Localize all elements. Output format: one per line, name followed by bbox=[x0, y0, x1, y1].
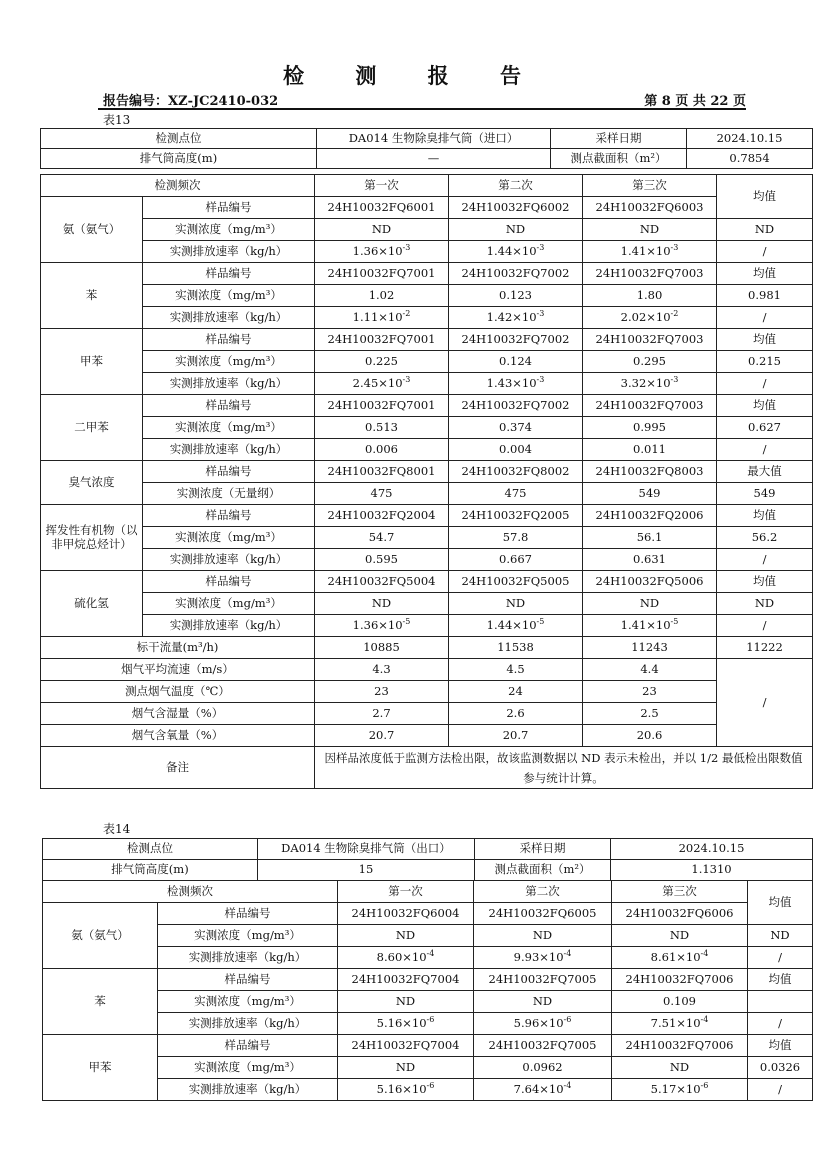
rate-value bbox=[583, 307, 717, 329]
avg-label: 均值 bbox=[717, 571, 813, 593]
param-value: 2.6 bbox=[449, 703, 583, 725]
conc-value: 549 bbox=[717, 483, 813, 505]
rate-value bbox=[315, 241, 449, 263]
area-value: 0.7854 bbox=[687, 149, 813, 169]
conc-value: ND bbox=[338, 925, 474, 947]
param-label: 样品编号 bbox=[143, 395, 315, 417]
table-row bbox=[41, 241, 813, 263]
conc-value: ND bbox=[315, 593, 449, 615]
rate-mantissa: 5.16×10 bbox=[376, 1081, 427, 1096]
rate-mantissa: 3.32×10 bbox=[620, 375, 671, 390]
rate-value bbox=[449, 241, 583, 263]
conc-value: 56.1 bbox=[583, 527, 717, 549]
sample-id: 24H10032FQ6001 bbox=[315, 197, 449, 219]
conc-value: 1.02 bbox=[315, 285, 449, 307]
param-label: 实测浓度（mg/m³） bbox=[143, 527, 315, 549]
rate-value: 0.006 bbox=[315, 439, 449, 461]
table-row bbox=[41, 129, 813, 149]
param-label: 实测浓度（mg/m³） bbox=[158, 925, 338, 947]
sample-id: 24H10032FQ7003 bbox=[583, 263, 717, 285]
table-row bbox=[43, 1057, 813, 1079]
conc-value: ND bbox=[612, 925, 748, 947]
table-row bbox=[41, 461, 813, 483]
rate-value: 0.667 bbox=[449, 549, 583, 571]
rate-value bbox=[612, 947, 748, 969]
col-avg: 均值 bbox=[748, 881, 813, 925]
param-label: 样品编号 bbox=[158, 969, 338, 991]
rate-value bbox=[474, 947, 612, 969]
sample-id: 24H10032FQ2006 bbox=[583, 505, 717, 527]
rate-value bbox=[315, 307, 449, 329]
rate-mantissa: 1.42×10 bbox=[486, 309, 537, 324]
conc-value: 475 bbox=[449, 483, 583, 505]
conc-value: ND bbox=[338, 991, 474, 1013]
cell-value: 15 bbox=[258, 860, 475, 881]
param-label: 实测浓度（mg/m³） bbox=[143, 219, 315, 241]
conc-value: ND bbox=[612, 1057, 748, 1079]
freq-label: 检测频次 bbox=[41, 175, 315, 197]
date-value: 2024.10.15 bbox=[687, 129, 813, 149]
table-row bbox=[41, 219, 813, 241]
avg-label: 均值 bbox=[717, 329, 813, 351]
header-rule bbox=[98, 108, 746, 110]
param-label: 实测浓度（mg/m³） bbox=[143, 351, 315, 373]
avg-label: 最大值 bbox=[717, 461, 813, 483]
sample-id: 24H10032FQ7001 bbox=[315, 263, 449, 285]
rate-value bbox=[338, 947, 474, 969]
conc-value: ND bbox=[717, 219, 813, 241]
cell-value: 2024.10.15 bbox=[611, 839, 813, 860]
sample-id: 24H10032FQ7005 bbox=[474, 969, 612, 991]
conc-value: ND bbox=[474, 925, 612, 947]
sample-id: 24H10032FQ6006 bbox=[612, 903, 748, 925]
rate-mantissa: 2.02×10 bbox=[620, 309, 671, 324]
rate-exponent: -2 bbox=[402, 309, 411, 319]
cell-value: DA014 生物除臭排气筒（出口） bbox=[258, 839, 475, 860]
param-label: 测点烟气温度（℃） bbox=[41, 681, 315, 703]
t14-body bbox=[42, 880, 813, 1101]
conc-value: 549 bbox=[583, 483, 717, 505]
table-row bbox=[41, 571, 813, 593]
rate-value bbox=[449, 373, 583, 395]
param-label: 烟气平均流速（m/s） bbox=[41, 659, 315, 681]
conc-value: ND bbox=[474, 991, 612, 1013]
rate-value: / bbox=[717, 439, 813, 461]
rate-value bbox=[338, 1079, 474, 1101]
flow-value: 10885 bbox=[315, 637, 449, 659]
rate-mantissa: 2.45×10 bbox=[352, 375, 403, 390]
col-2: 第二次 bbox=[449, 175, 583, 197]
rate-mantissa: 1.41×10 bbox=[620, 617, 671, 632]
rate-value: 0.595 bbox=[315, 549, 449, 571]
col-1: 第一次 bbox=[338, 881, 474, 903]
report-title: 检 测 报 告 bbox=[283, 63, 543, 88]
rate-mantissa: 7.51×10 bbox=[650, 1015, 701, 1030]
param-value: 4.3 bbox=[315, 659, 449, 681]
rate-exponent: -4 bbox=[563, 949, 572, 959]
group-name: 甲苯 bbox=[43, 1035, 158, 1101]
param-label: 实测排放速率（kg/h） bbox=[143, 241, 315, 263]
flow-value: 11222 bbox=[717, 637, 813, 659]
table-row bbox=[41, 395, 813, 417]
rate-value bbox=[612, 1079, 748, 1101]
col-1: 第一次 bbox=[315, 175, 449, 197]
param-value: 20.7 bbox=[315, 725, 449, 747]
avg-label: 均值 bbox=[748, 1035, 813, 1057]
sample-id: 24H10032FQ6004 bbox=[338, 903, 474, 925]
point-label: 检测点位 bbox=[41, 129, 317, 149]
rate-avg: / bbox=[748, 1013, 813, 1035]
rate-avg: / bbox=[748, 1079, 813, 1101]
conc-value: 0.295 bbox=[583, 351, 717, 373]
cell-label: 测点截面积（m²） bbox=[475, 860, 611, 881]
param-value: 23 bbox=[583, 681, 717, 703]
group-name: 挥发性有机物（以非甲烷总烃计） bbox=[41, 505, 143, 571]
rate-mantissa: 5.96×10 bbox=[513, 1015, 564, 1030]
rate-value bbox=[474, 1079, 612, 1101]
rate-exponent: -4 bbox=[563, 1081, 572, 1091]
rate-exponent: -4 bbox=[700, 1015, 709, 1025]
param-label: 样品编号 bbox=[143, 571, 315, 593]
avg-label: 均值 bbox=[717, 263, 813, 285]
rate-exponent: -6 bbox=[563, 1015, 572, 1025]
rate-avg: / bbox=[717, 373, 813, 395]
group-name: 氨（氨气） bbox=[43, 903, 158, 969]
rate-exponent: -5 bbox=[670, 617, 679, 627]
param-value: 2.5 bbox=[583, 703, 717, 725]
note-label: 备注 bbox=[41, 747, 315, 789]
table-row bbox=[43, 925, 813, 947]
table-row bbox=[41, 659, 813, 681]
group-name: 二甲苯 bbox=[41, 395, 143, 461]
avg-label: 均值 bbox=[717, 505, 813, 527]
sample-id: 24H10032FQ6003 bbox=[583, 197, 717, 219]
sample-id: 24H10032FQ7002 bbox=[449, 263, 583, 285]
param-label: 实测排放速率（kg/h） bbox=[158, 1079, 338, 1101]
table-row bbox=[41, 263, 813, 285]
rate-avg: / bbox=[717, 307, 813, 329]
param-label: 实测浓度（mg/m³） bbox=[143, 593, 315, 615]
rate-mantissa: 1.44×10 bbox=[486, 617, 537, 632]
param-label: 实测浓度（mg/m³） bbox=[158, 1057, 338, 1079]
rate-avg: / bbox=[717, 615, 813, 637]
conc-value: ND bbox=[449, 219, 583, 241]
param-value: 24 bbox=[449, 681, 583, 703]
param-value: 20.7 bbox=[449, 725, 583, 747]
group-name: 硫化氢 bbox=[41, 571, 143, 637]
table-row bbox=[41, 527, 813, 549]
freq-label: 检测频次 bbox=[43, 881, 338, 903]
sample-id: 24H10032FQ2005 bbox=[449, 505, 583, 527]
rate-value bbox=[449, 307, 583, 329]
table-row bbox=[41, 593, 813, 615]
table-row bbox=[43, 881, 813, 903]
t13-body bbox=[40, 174, 813, 789]
cell-value: 1.1310 bbox=[611, 860, 813, 881]
sample-id: 24H10032FQ7001 bbox=[315, 395, 449, 417]
param-label: 实测排放速率（kg/h） bbox=[143, 373, 315, 395]
table-row bbox=[43, 839, 813, 860]
rate-value bbox=[474, 1013, 612, 1035]
sample-id: 24H10032FQ8003 bbox=[583, 461, 717, 483]
avg-label: 均值 bbox=[717, 395, 813, 417]
table-14 bbox=[42, 838, 813, 881]
rate-value bbox=[315, 615, 449, 637]
conc-value: 57.8 bbox=[449, 527, 583, 549]
group-name: 苯 bbox=[43, 969, 158, 1035]
col-2: 第二次 bbox=[474, 881, 612, 903]
conc-value: ND bbox=[315, 219, 449, 241]
conc-value: 0.225 bbox=[315, 351, 449, 373]
param-label: 实测浓度（mg/m³） bbox=[143, 417, 315, 439]
rate-exponent: -3 bbox=[670, 243, 679, 253]
sample-id: 24H10032FQ7006 bbox=[612, 969, 748, 991]
rate-exponent: -5 bbox=[536, 617, 545, 627]
table-row bbox=[41, 637, 813, 659]
height-label: 排气筒高度(m) bbox=[41, 149, 317, 169]
rate-mantissa: 1.36×10 bbox=[352, 243, 403, 258]
sample-id: 24H10032FQ5006 bbox=[583, 571, 717, 593]
param-label: 实测排放速率（kg/h） bbox=[143, 307, 315, 329]
rate-exponent: -3 bbox=[536, 243, 545, 253]
table13-label: 表13 bbox=[103, 113, 131, 127]
conc-value: 0.374 bbox=[449, 417, 583, 439]
conc-value: 0.981 bbox=[717, 285, 813, 307]
note-text: 因样品浓度低于监测方法检出限，故该监测数据以 ND 表示未检出，并以 1/2 最低检出限数值参与统计计算。 bbox=[315, 747, 813, 789]
height-value: — bbox=[317, 149, 551, 169]
conc-value: ND bbox=[583, 593, 717, 615]
sample-id: 24H10032FQ7002 bbox=[449, 329, 583, 351]
param-label: 烟气含湿量（%） bbox=[41, 703, 315, 725]
param-label: 实测排放速率（kg/h） bbox=[143, 439, 315, 461]
rate-value: 0.631 bbox=[583, 549, 717, 571]
table14-label: 表14 bbox=[103, 822, 131, 836]
rate-value bbox=[338, 1013, 474, 1035]
conc-value: 56.2 bbox=[717, 527, 813, 549]
sample-id: 24H10032FQ6005 bbox=[474, 903, 612, 925]
param-label: 实测排放速率（kg/h） bbox=[158, 947, 338, 969]
rate-mantissa: 1.36×10 bbox=[352, 617, 403, 632]
param-label: 烟气含氧量（%） bbox=[41, 725, 315, 747]
rate-value bbox=[315, 373, 449, 395]
group-name: 甲苯 bbox=[41, 329, 143, 395]
table-row bbox=[41, 549, 813, 571]
avg-label: 均值 bbox=[748, 969, 813, 991]
rate-exponent: -4 bbox=[700, 949, 709, 959]
conc-value: 0.513 bbox=[315, 417, 449, 439]
rate-mantissa: 8.60×10 bbox=[376, 949, 427, 964]
sample-id: 24H10032FQ5004 bbox=[315, 571, 449, 593]
group-name: 氨（氨气） bbox=[41, 197, 143, 263]
rate-exponent: -6 bbox=[700, 1081, 709, 1091]
table-row bbox=[43, 947, 813, 969]
conc-value: ND bbox=[338, 1057, 474, 1079]
table-row bbox=[41, 329, 813, 351]
param-label: 样品编号 bbox=[143, 263, 315, 285]
param-label: 样品编号 bbox=[143, 461, 315, 483]
sample-id: 24H10032FQ7005 bbox=[474, 1035, 612, 1057]
sample-id: 24H10032FQ7006 bbox=[612, 1035, 748, 1057]
conc-value: 0.109 bbox=[612, 991, 748, 1013]
table-row bbox=[43, 969, 813, 991]
rate-value bbox=[612, 1013, 748, 1035]
rate-exponent: -3 bbox=[402, 375, 411, 385]
cell-label: 采样日期 bbox=[475, 839, 611, 860]
table-13 bbox=[40, 128, 813, 169]
rate-mantissa: 1.41×10 bbox=[620, 243, 671, 258]
conc-value: ND bbox=[717, 593, 813, 615]
table-row bbox=[41, 505, 813, 527]
conc-value: 0.627 bbox=[717, 417, 813, 439]
rate-mantissa: 1.44×10 bbox=[486, 243, 537, 258]
param-label: 样品编号 bbox=[143, 329, 315, 351]
conc-value: ND bbox=[583, 219, 717, 241]
conc-value: 0.0962 bbox=[474, 1057, 612, 1079]
date-label: 采样日期 bbox=[551, 129, 687, 149]
param-label: 实测浓度（mg/m³） bbox=[158, 991, 338, 1013]
rate-mantissa: 9.93×10 bbox=[513, 949, 564, 964]
table-row bbox=[43, 1079, 813, 1101]
sample-id: 24H10032FQ6002 bbox=[449, 197, 583, 219]
sample-id: 24H10032FQ5005 bbox=[449, 571, 583, 593]
table-row bbox=[41, 197, 813, 219]
group-name: 臭气浓度 bbox=[41, 461, 143, 505]
rate-value: 0.004 bbox=[449, 439, 583, 461]
area-label: 测点截面积（m²） bbox=[551, 149, 687, 169]
rate-mantissa: 8.61×10 bbox=[650, 949, 701, 964]
sample-id: 24H10032FQ7004 bbox=[338, 1035, 474, 1057]
rate-avg: / bbox=[717, 241, 813, 263]
conc-value: 475 bbox=[315, 483, 449, 505]
param-label: 实测排放速率（kg/h） bbox=[158, 1013, 338, 1035]
table-row bbox=[43, 991, 813, 1013]
rate-exponent: -3 bbox=[536, 375, 545, 385]
rate-avg: / bbox=[748, 947, 813, 969]
conc-value: 0.124 bbox=[449, 351, 583, 373]
table-row bbox=[41, 307, 813, 329]
param-label: 样品编号 bbox=[143, 505, 315, 527]
table-row bbox=[43, 1013, 813, 1035]
param-value: 4.4 bbox=[583, 659, 717, 681]
param-value: 4.5 bbox=[449, 659, 583, 681]
rate-value bbox=[583, 241, 717, 263]
rate-exponent: -2 bbox=[670, 309, 679, 319]
conc-value: 1.80 bbox=[583, 285, 717, 307]
report-number: 报告编号：XZ-JC2410-032 bbox=[103, 94, 279, 109]
table-row bbox=[41, 439, 813, 461]
col-3: 第三次 bbox=[583, 175, 717, 197]
sample-id: 24H10032FQ8002 bbox=[449, 461, 583, 483]
cell-label: 排气筒高度(m) bbox=[43, 860, 258, 881]
table-row bbox=[41, 725, 813, 747]
sample-id: 24H10032FQ7001 bbox=[315, 329, 449, 351]
param-label: 实测排放速率（kg/h） bbox=[143, 549, 315, 571]
param-label: 实测排放速率（kg/h） bbox=[143, 615, 315, 637]
table-row bbox=[43, 903, 813, 925]
rate-mantissa: 5.16×10 bbox=[376, 1015, 427, 1030]
flow-value: 11538 bbox=[449, 637, 583, 659]
sample-id: 24H10032FQ7002 bbox=[449, 395, 583, 417]
conc-value: 0.0326 bbox=[748, 1057, 813, 1079]
table-row bbox=[43, 860, 813, 881]
rate-value bbox=[449, 615, 583, 637]
rate-exponent: -3 bbox=[536, 309, 545, 319]
conc-value bbox=[748, 991, 813, 1013]
rate-value bbox=[583, 615, 717, 637]
param-value: 2.7 bbox=[315, 703, 449, 725]
conc-value: 0.123 bbox=[449, 285, 583, 307]
table-row bbox=[41, 615, 813, 637]
param-label: 实测浓度（mg/m³） bbox=[143, 285, 315, 307]
table-row bbox=[41, 351, 813, 373]
rate-mantissa: 7.64×10 bbox=[513, 1081, 564, 1096]
rate-exponent: -5 bbox=[402, 617, 411, 627]
rate-exponent: -4 bbox=[426, 949, 435, 959]
rate-exponent: -6 bbox=[426, 1015, 435, 1025]
col-avg: 均值 bbox=[717, 175, 813, 219]
param-label: 样品编号 bbox=[143, 197, 315, 219]
page-indicator: 第 8 页 共 22 页 bbox=[644, 94, 746, 109]
rate-exponent: -3 bbox=[402, 243, 411, 253]
rate-exponent: -6 bbox=[426, 1081, 435, 1091]
cell-label: 检测点位 bbox=[43, 839, 258, 860]
rate-exponent: -3 bbox=[670, 375, 679, 385]
param-label: 样品编号 bbox=[158, 1035, 338, 1057]
rate-value: 0.011 bbox=[583, 439, 717, 461]
col-3: 第三次 bbox=[612, 881, 748, 903]
param-value: 20.6 bbox=[583, 725, 717, 747]
sample-id: 24H10032FQ7003 bbox=[583, 395, 717, 417]
table-row bbox=[41, 149, 813, 169]
flow-label: 标干流量(m³/h) bbox=[41, 637, 315, 659]
rate-mantissa: 1.11×10 bbox=[352, 309, 403, 324]
rate-value bbox=[583, 373, 717, 395]
table-row bbox=[41, 483, 813, 505]
conc-value: 0.995 bbox=[583, 417, 717, 439]
table-row bbox=[43, 1035, 813, 1057]
rate-mantissa: 1.43×10 bbox=[486, 375, 537, 390]
conc-value: ND bbox=[449, 593, 583, 615]
point-value: DA014 生物除臭排气筒（进口） bbox=[317, 129, 551, 149]
slash-cell: / bbox=[717, 659, 813, 747]
table-row bbox=[41, 703, 813, 725]
table-row bbox=[41, 175, 813, 197]
sample-id: 24H10032FQ7003 bbox=[583, 329, 717, 351]
sample-id: 24H10032FQ7004 bbox=[338, 969, 474, 991]
param-label: 实测浓度（无量纲） bbox=[143, 483, 315, 505]
group-name: 苯 bbox=[41, 263, 143, 329]
rate-mantissa: 5.17×10 bbox=[650, 1081, 701, 1096]
table-row bbox=[41, 285, 813, 307]
flow-value: 11243 bbox=[583, 637, 717, 659]
sample-id: 24H10032FQ2004 bbox=[315, 505, 449, 527]
conc-value: 0.215 bbox=[717, 351, 813, 373]
table-row bbox=[41, 747, 813, 789]
conc-value: 54.7 bbox=[315, 527, 449, 549]
conc-value: ND bbox=[748, 925, 813, 947]
param-value: 23 bbox=[315, 681, 449, 703]
rate-value: / bbox=[717, 549, 813, 571]
sample-id: 24H10032FQ8001 bbox=[315, 461, 449, 483]
param-label: 样品编号 bbox=[158, 903, 338, 925]
table-row bbox=[41, 417, 813, 439]
table-row bbox=[41, 681, 813, 703]
table-row bbox=[41, 373, 813, 395]
